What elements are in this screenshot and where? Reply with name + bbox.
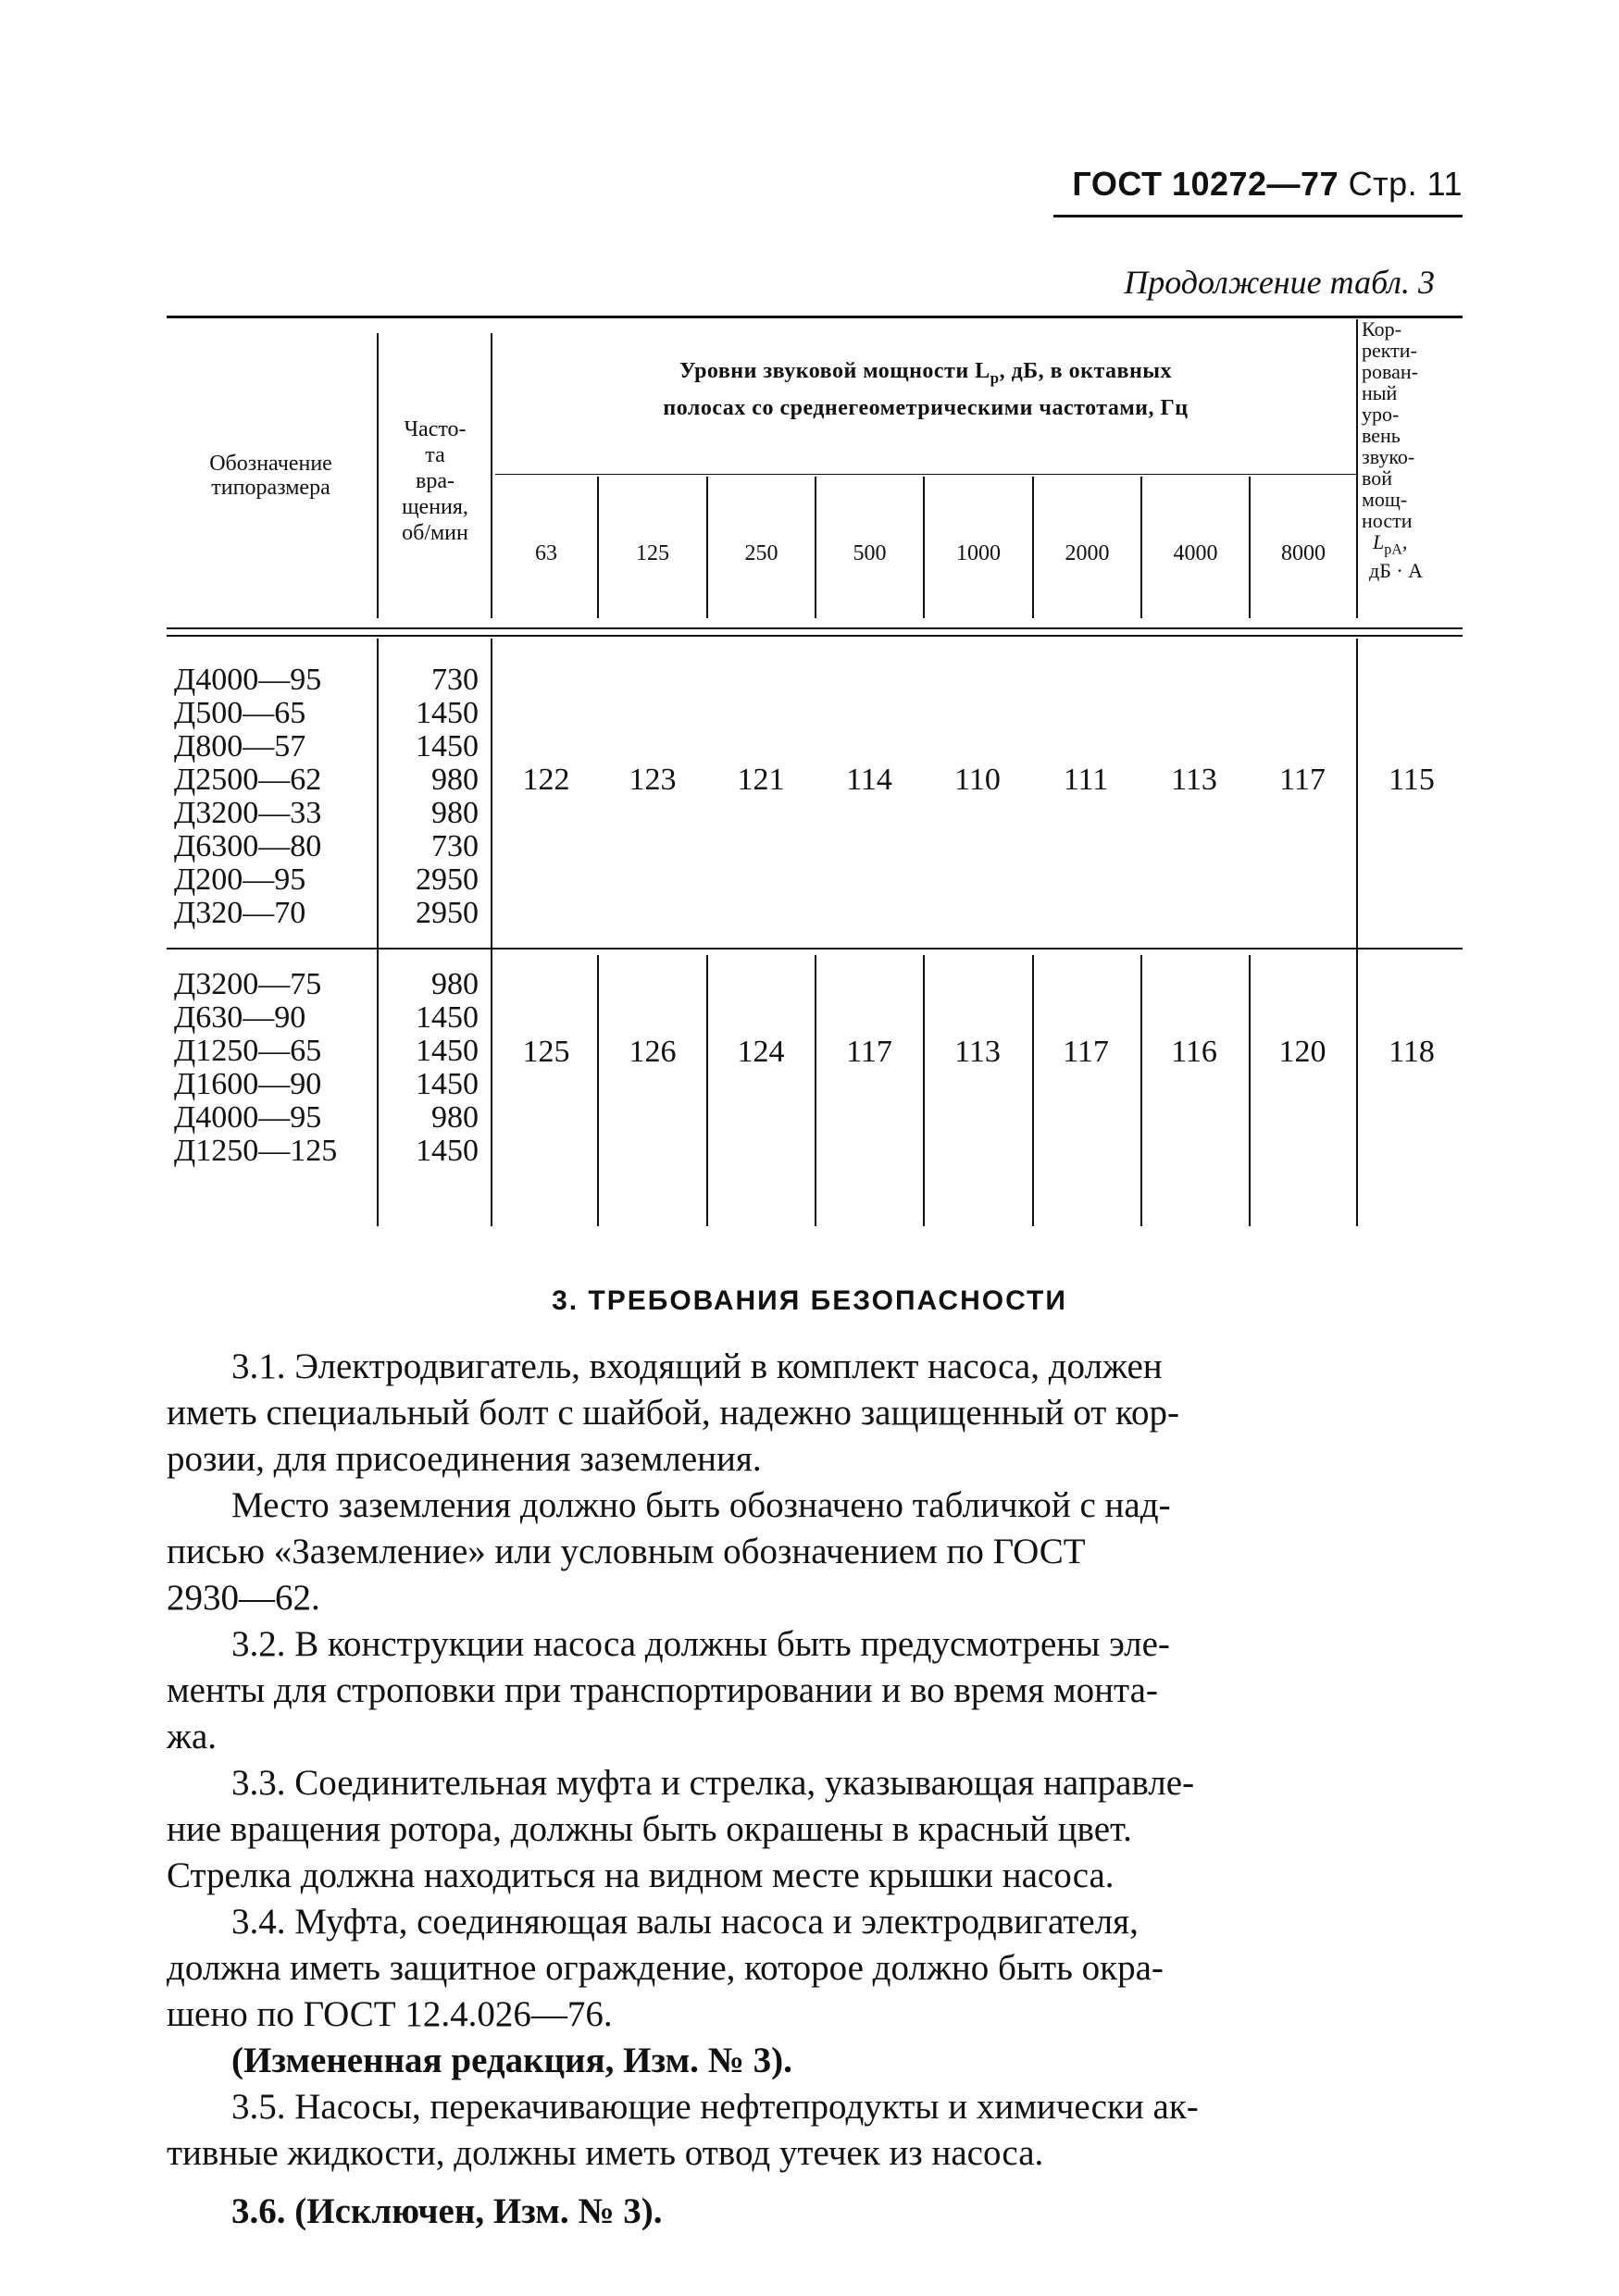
level-cell: 113 xyxy=(954,1035,1001,1069)
header-levels-line2: полосах со среднегеометрическими частотами, Гц xyxy=(663,395,1189,420)
header-corrected-line: Кор- xyxy=(1362,317,1401,341)
paragraph-line xyxy=(167,1899,1463,1945)
designation-cell: Д4000—95 xyxy=(174,1100,322,1135)
header-frequency-line: щения, xyxy=(402,495,468,519)
frequency-cell: 1450 xyxy=(416,729,479,763)
band-4000: 4000 xyxy=(1173,541,1218,565)
header-corrected-unit: дБ · А xyxy=(1369,559,1424,583)
level-cell: 116 xyxy=(1171,1035,1217,1069)
header-frequency xyxy=(380,416,491,546)
frequency-cell: 730 xyxy=(431,663,479,697)
frequency-cell: 980 xyxy=(431,1100,479,1135)
frequency-cell: 1450 xyxy=(416,1034,479,1068)
level-cell: 114 xyxy=(846,763,892,797)
frequency-cell: 980 xyxy=(431,763,479,797)
paragraph-line: должна иметь защитное ограждение, которое должно быть окра- xyxy=(167,1948,1164,1988)
designation-list xyxy=(174,664,373,930)
header-rule xyxy=(1053,215,1463,217)
vline xyxy=(1356,319,1358,618)
designation-cell: Д1250—65 xyxy=(174,1034,322,1068)
level-cell: 126 xyxy=(629,1035,677,1069)
frequency-cell: 980 xyxy=(431,796,479,830)
designation-list xyxy=(174,968,373,1168)
header-bottom-rule-1 xyxy=(167,627,1463,629)
level-cell: 123 xyxy=(629,763,677,797)
paragraph-line: писью «Заземление» или условным обозначением по ГОСТ xyxy=(167,1532,1086,1571)
excluded-note xyxy=(167,2189,1463,2235)
paragraph-line xyxy=(167,1344,1463,1390)
header-corrected-line: рован- xyxy=(1362,360,1418,383)
vline xyxy=(597,955,599,1226)
line-text: Место заземления должно быть обозначено табличкой с над- xyxy=(231,1485,1171,1525)
corrected-level-cell: 115 xyxy=(1389,763,1435,797)
header-corrected-line: ный xyxy=(1362,381,1398,404)
paragraph-line xyxy=(167,2084,1463,2130)
frequency-cell: 730 xyxy=(431,829,479,863)
band-1000: 1000 xyxy=(956,541,1001,565)
frequency-list xyxy=(381,664,479,930)
designation-cell: Д800—57 xyxy=(174,729,306,763)
designation-cell: Д500—65 xyxy=(174,696,306,730)
designation-cell: Д3200—33 xyxy=(174,796,322,830)
header-levels-sub: р xyxy=(990,368,1000,387)
section-title: 3. ТРЕБОВАНИЯ БЕЗОПАСНОСТИ xyxy=(552,1285,1067,1316)
line-text: 3.6. (Исключен, Изм. № 3). xyxy=(231,2191,663,2231)
gost-number: ГОСТ 10272—77 xyxy=(1072,165,1339,203)
corrected-symbol-sub: pA xyxy=(1384,541,1402,558)
frequency-cell: 2950 xyxy=(416,896,479,930)
designation-cell: Д1250—125 xyxy=(174,1134,338,1168)
band-500: 500 xyxy=(853,541,887,565)
header-levels-line1 xyxy=(495,359,1356,391)
page-header xyxy=(1065,165,1463,204)
header-sub-rule xyxy=(495,474,1356,475)
paragraph-line: жа. xyxy=(167,1717,218,1756)
corrected-level-cell: 118 xyxy=(1389,1035,1435,1069)
header-corrected-line: ректи- xyxy=(1362,339,1417,362)
header-levels-tail: , дБ, в октавных xyxy=(999,359,1173,383)
level-cell: 111 xyxy=(1063,763,1109,797)
page-number: Стр. 11 xyxy=(1348,165,1463,203)
band-8000: 8000 xyxy=(1281,541,1326,565)
paragraph-line: шено по ГОСТ 12.4.026—76. xyxy=(167,1994,613,2034)
frequency-cell: 980 xyxy=(431,967,479,1001)
designation-cell: Д6300—80 xyxy=(174,829,322,863)
level-cell: 117 xyxy=(1063,1035,1109,1069)
band-2000: 2000 xyxy=(1065,541,1110,565)
band-63: 63 xyxy=(535,541,557,565)
level-cell: 122 xyxy=(522,763,570,797)
header-designation-line: типоразмера xyxy=(211,476,330,500)
paragraph-line: розии, для присоединения заземления. xyxy=(167,1439,762,1479)
line-text: 3.4. Муфта, соединяющая валы насоса и электродвигателя, xyxy=(231,1902,1139,1942)
header-corrected-line: звуко- xyxy=(1362,445,1415,468)
vline xyxy=(1140,955,1142,1226)
line-text: 3.5. Насосы, перекачивающие нефтепродукты и химически ак- xyxy=(231,2087,1199,2127)
frequency-cell: 1450 xyxy=(416,1134,479,1168)
header-corrected xyxy=(1362,318,1463,581)
paragraph-line: ние вращения ротора, должны быть окрашены в красный цвет. xyxy=(167,1809,1132,1849)
group-separator xyxy=(167,948,1463,949)
vline xyxy=(491,333,492,618)
designation-cell: Д2500—62 xyxy=(174,763,322,797)
level-cell: 117 xyxy=(1279,763,1326,797)
header-corrected-line: ности xyxy=(1362,509,1413,532)
vline xyxy=(815,955,816,1226)
designation-cell: Д3200—75 xyxy=(174,967,322,1001)
line-text: 3.2. В конструкции насоса должны быть предусмотрены эле- xyxy=(231,1624,1170,1664)
header-frequency-line: Часто- xyxy=(404,417,467,441)
header-levels-text: Уровни звуковой мощности L xyxy=(679,359,990,383)
designation-cell: Д630—90 xyxy=(174,1000,306,1035)
vline xyxy=(1356,639,1358,1226)
designation-cell: Д1600—90 xyxy=(174,1067,322,1101)
header-frequency-line: вра- xyxy=(416,469,455,493)
header-corrected-line: вень xyxy=(1362,424,1401,447)
paragraph-line: менты для строповки при транспортировании и во время монта- xyxy=(167,1670,1158,1710)
header-bottom-rule-2 xyxy=(167,635,1463,637)
header-corrected-line: мощ- xyxy=(1362,488,1408,511)
band-125: 125 xyxy=(636,541,669,565)
band-250: 250 xyxy=(744,541,778,565)
level-cell: 124 xyxy=(737,1035,785,1069)
vline xyxy=(377,639,379,1226)
frequency-list xyxy=(381,968,479,1168)
header-designation xyxy=(167,452,375,500)
amendment-note xyxy=(167,2038,1463,2084)
vline xyxy=(706,955,708,1226)
frequency-cell: 1450 xyxy=(416,1000,479,1035)
level-cell: 121 xyxy=(737,763,785,797)
header-frequency-line: та xyxy=(425,443,445,467)
vline xyxy=(491,639,492,1226)
paragraph-line: Стрелка должна находиться на видном месте крышки насоса. xyxy=(167,1855,1115,1895)
paragraph-line xyxy=(167,1621,1463,1668)
paragraph-line: тивные жидкости, должны иметь отвод утечек из насоса. xyxy=(167,2133,1044,2173)
table-top-rule xyxy=(167,316,1463,318)
vline xyxy=(1032,955,1034,1226)
frequency-cell: 1450 xyxy=(416,1067,479,1101)
header-corrected-line: вой xyxy=(1362,466,1393,490)
header-corrected-line: уро- xyxy=(1362,403,1400,426)
vline xyxy=(1249,955,1251,1226)
header-designation-line: Обозначение xyxy=(209,452,332,476)
paragraph-line xyxy=(167,1760,1463,1806)
designation-cell: Д4000—95 xyxy=(174,663,322,697)
level-cell: 113 xyxy=(1171,763,1217,797)
frequency-cell: 2950 xyxy=(416,863,479,897)
vline xyxy=(923,955,925,1226)
paragraph-line: 2930—62. xyxy=(167,1578,320,1618)
table-caption: Продолжение табл. 3 xyxy=(1124,264,1435,301)
designation-cell: Д200—95 xyxy=(174,863,306,897)
line-text: 3.1. Электродвигатель, входящий в комплект насоса, должен xyxy=(231,1347,1163,1386)
header-frequency-line: об/мин xyxy=(402,521,468,545)
level-cell: 125 xyxy=(522,1035,570,1069)
level-cell: 110 xyxy=(954,763,1001,797)
paragraph-line: иметь специальный болт с шайбой, надежно защищенный от кор- xyxy=(167,1393,1179,1433)
header-corrected-symbol: $L_{pA}$, xyxy=(1373,530,1408,558)
corrected-symbol-letter: L xyxy=(1373,530,1385,553)
level-cell: 120 xyxy=(1278,1035,1326,1069)
header-levels xyxy=(495,359,1356,420)
designation-cell: Д320—70 xyxy=(174,896,306,930)
line-text: 3.3. Соединительная муфта и стрелка, указывающая направле- xyxy=(231,1763,1195,1803)
frequency-cell: 1450 xyxy=(416,696,479,730)
line-text: (Измененная редакция, Изм. № 3). xyxy=(231,2041,792,2080)
paragraph-line xyxy=(167,1483,1463,1529)
vline xyxy=(377,333,379,618)
level-cell: 117 xyxy=(846,1035,892,1069)
